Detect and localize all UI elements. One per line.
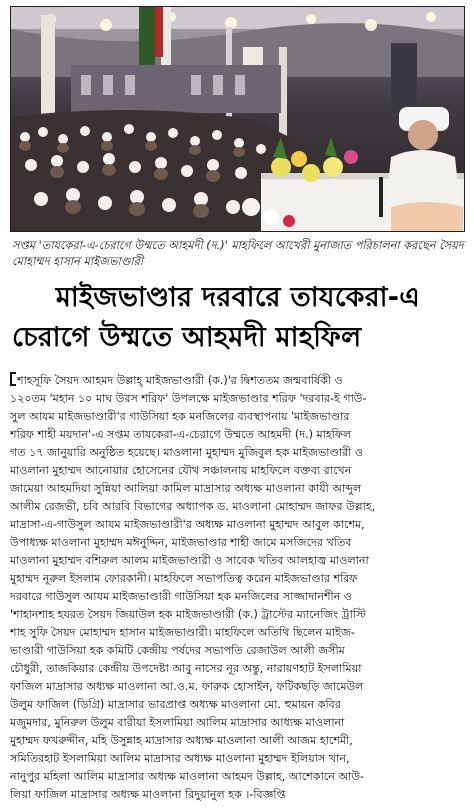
article-line: সুল আযম মাইজভাণ্ডারী'র গাউসিয়া হক মনজিলের ব্যবস্থাপনায় 'মাইজভাণ্ডার — [10, 410, 350, 423]
article-line: গত ১৭ জানুয়ারি অনুষ্ঠিত হয়েছে। মাওলানা মুহাম্মদ মুজিবুল হক মাইজভাণ্ডারী ও — [10, 446, 364, 459]
article-line: শরিফ শাহী ময়দান'-এ সপ্তম তাযকেরা-এ-চেরাগে উম্মতে আহমদী (দ.) মাহফিল — [10, 428, 352, 441]
headline-line-1: মাইজভাণ্ডার দরবারে তাযকেরা-এ — [55, 282, 421, 313]
article-line — [10, 372, 466, 390]
article-line: উলুম ফাজিল (ডিগ্রি) মাদ্রাসার ভারপ্রাপ্ত অধ্যক্ষ মাওলানা মো. হুমায়ন কবির — [10, 698, 341, 711]
article-line: সমিতিরহাট ইসলামিয়া আলিম মাদ্রাসার অধ্যক্ষ মাওলানা মুহাম্মদ ইলিয়াস খান, — [10, 752, 350, 765]
article-line: ভাণ্ডারী গাউসিয়া হক কমিটি কেন্দ্রীয় পর্ষদের সভাপতি রেজাউল আলী জসীম — [10, 644, 345, 657]
article-line: ১২০তম 'মহান ১০ মাঘ উরস শরিফ' উপলক্ষে মাইজভাণ্ডার শরিফ 'দরবার-ই গাউ- — [10, 392, 367, 405]
article-line: নানুপুর মহিলা আলিম মাদ্রাসার অধ্যক্ষ মাওলানা আহমদ উল্লাহ, আশেকানে আউ- — [10, 770, 364, 783]
article-line: মাওলানা মুহাম্মদ আনোয়ার হোসেনের যৌথ সঞ্চালনায় মাহফিলে বক্তব্য রাখেন — [10, 464, 352, 477]
headline — [10, 278, 466, 358]
bracket-mark-icon — [10, 372, 16, 386]
headline-line-2: চেরাগে উম্মতে আহমদী মাহফিল — [12, 322, 362, 353]
article-line: মাওলানা মুহাম্মদ বশিরুল আলম মাইজভাণ্ডারী ও সাবেক খতিব আলহাজ্ব মাওলানা — [10, 554, 369, 567]
photo-gathering-icon — [11, 7, 465, 232]
article-line: চৌধুরী, তাজকিয়ার কেন্দ্রীয় উপদেষ্টা আবু নাসের নূর অন্তু, নারায়ণহাট ইসলামিয়া — [10, 662, 362, 675]
article-line: লিয়া ফাজিল মাদ্রাসার অধ্যক্ষ মাওলানা রিদুয়ানুল হক ।-বিজ্ঞপ্তি — [10, 788, 286, 801]
article-line: ফাজিল মাদ্রাসার অধ্যক্ষ মাওলানা আ.ও.ম. ফারুক হোসাইন, ফটিকছড়ি জামেউল — [10, 680, 364, 693]
article-line: মুহাম্মদ ফখরুদ্দীন, মহি উসুন্নাহ মাদ্রাসার অধ্যক্ষ মাওলানা আলী আজম হাশেমী, — [10, 734, 353, 747]
article-line: আলীম রেজভী, চবি আরবি বিভাগের অধ্যাপক ড. মাওলানা মোহাম্মদ জাফর উল্লাহ, — [10, 500, 376, 513]
photo-caption: সপ্তম 'তাযকেরা-এ-চেরাগে উম্মতে আহমদী (দ.)' মাহফিলে আখেরী মুনাজাত পরিচালনা করছেন সৈয়দ মোহাম্মদ হাসান মাইজভাণ্ডারী — [12, 239, 464, 268]
article-line-text: শাহসূফি সৈয়দ আহমদ উল্লাহ্ মাইজভাণ্ডারী (ক.)'র দ্বিশততম জন্মবার্ষিকী ও — [17, 374, 343, 387]
article-line: উপাধ্যক্ষ মাওলানা মুহাম্মদ মঈনুদ্দিন, মাইজভাণ্ডার শাহী জামে মসজিদের খতিব — [10, 536, 352, 549]
article-line: 'শাহানশাহ হযরত সৈয়দ জিয়াউল হক মাইজভাণ্ডারী (ক.) ট্রাস্টের ম্যানেজিং ট্রাস্টি — [10, 608, 367, 621]
article-body — [10, 372, 466, 804]
article-line: দরবারে গাউসুল আযম মাইজভাণ্ডারী গাউসিয়া হক মনজিলের সাজ্জাদানশীন ও — [10, 590, 353, 603]
article-line: মাদ্রাসা-এ-গাউসুল আযম মাইজভাণ্ডারী'র অধ্যক্ষ মাওলানা মুহাম্মদ আবুল কাশেম, — [10, 518, 365, 531]
article-line: শাহ সুফি সৈয়দ মোহাম্মদ হাসান মাইজভাণ্ডারী। মাহফিলে অতিথি ছিলেন মাইজ- — [10, 626, 355, 639]
article-line: জামেয়া আহমদিয়া সুন্নিয়া আলিয়া কামিল মাদ্রাসার অধ্যক্ষ মাওলানা কাযী আব্দুল — [10, 482, 362, 495]
news-photo — [10, 6, 465, 232]
article-line: মজুমদার, মুনিরুল উলুম বারীয়া ইসলামিয়া আলিম মাদ্রাসার আধ্যক্ষ মাওলানা — [10, 716, 345, 729]
article-line: মুহাম্মদ নূরুল ইসলাম ফোরকানী। মাহফিলে সভাপতিত্ব করেন মাইজভাণ্ডার শরিফ — [10, 572, 358, 585]
